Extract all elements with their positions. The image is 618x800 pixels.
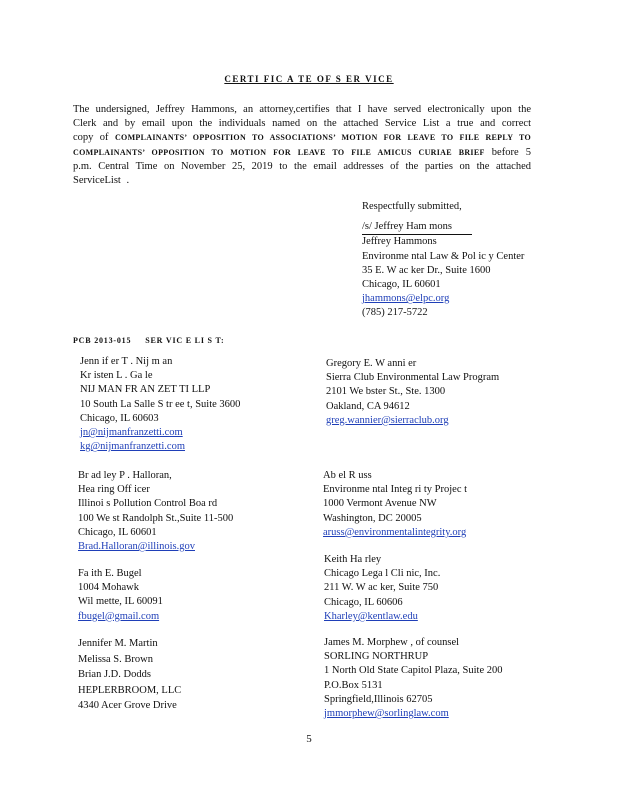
contact-line: Fa ith E. Bugel bbox=[78, 568, 142, 579]
closing: Respectfully submitted, bbox=[362, 201, 462, 212]
contact-line: Melissa S. Brown bbox=[78, 653, 153, 665]
service-list-label: SER VIC E LI S T: bbox=[145, 336, 225, 345]
case-number: PCB 2013-015 bbox=[73, 336, 132, 345]
contact-line: NIJ MAN FR AN ZET TI LLP bbox=[80, 384, 211, 396]
contact-russ bbox=[323, 469, 467, 540]
contact-line: Gregory E. W anni er bbox=[326, 358, 417, 369]
contact-halloran bbox=[78, 469, 233, 554]
contact-line: Sierra Club Environmental Law Program bbox=[326, 372, 500, 384]
contact-line: Wil mette, IL 60091 bbox=[78, 596, 163, 608]
contact-heplerbroom bbox=[78, 636, 181, 714]
signature-block bbox=[362, 200, 524, 321]
contact-line: 1000 Vermont Avenue NW bbox=[323, 498, 437, 510]
contact-bugel bbox=[78, 567, 163, 624]
contact-line: Brian J.D. Dodds bbox=[78, 669, 151, 680]
contact-line: Springfield,Illinois 62705 bbox=[324, 693, 433, 705]
email-link[interactable]: kg@nijmanfranzetti.com bbox=[80, 441, 186, 453]
contact-line: Hea ring Off icer bbox=[78, 484, 150, 496]
contact-line: HEPLERBROOM, LLC bbox=[78, 684, 182, 696]
signer-address: 35 E. W ac ker Dr., Suite 1600 bbox=[362, 264, 491, 276]
contact-line: Washington, DC 20005 bbox=[323, 512, 422, 524]
signer-phone: (785) 217-5722 bbox=[362, 307, 428, 319]
contact-line: 100 We st Randolph St.,Suite 11-500 bbox=[78, 512, 234, 524]
body-document-titles: COMPLAINANTS’ OPPOSITION TO ASSOCIATIONS’ MOTION FOR LEAVE TO FILE REPLY TO COMPLAINANTS’ OPPOSITION TO MOTION FOR LEAVE TO FILE AMICUS CURIAE BRIEF bbox=[73, 133, 531, 157]
contact-line: Kr isten L . Ga le bbox=[80, 370, 153, 382]
contact-line: Chicago, IL 60601 bbox=[78, 526, 157, 538]
contact-line: Jenn if er T . Nij m an bbox=[80, 356, 173, 367]
signer-city: Chicago, IL 60601 bbox=[362, 279, 441, 291]
service-list-heading bbox=[73, 336, 224, 345]
signer-name: Jeffrey Hammons bbox=[362, 236, 437, 248]
email-link[interactable]: aruss@environmentalintegrity.org bbox=[323, 526, 467, 538]
contact-harley bbox=[324, 553, 440, 624]
page-number: 5 bbox=[306, 733, 312, 745]
contact-line: James M. Morphew , of counsel bbox=[324, 637, 460, 648]
contact-line: 1004 Mohawk bbox=[78, 582, 139, 594]
signer-org: Environme ntal Law & Pol ic y Center bbox=[362, 250, 525, 262]
contact-line: SORLING NORTHRUP bbox=[324, 651, 429, 663]
email-link[interactable]: jn@nijmanfranzetti.com bbox=[80, 427, 183, 439]
contact-line: Chicago Lega l Cli nic, Inc. bbox=[324, 568, 441, 580]
email-link[interactable]: fbugel@gmail.com bbox=[78, 610, 160, 622]
certificate-body bbox=[73, 103, 531, 188]
contact-line: Chicago, IL 60603 bbox=[80, 412, 159, 424]
contact-line: Illinoi s Pollution Control Boa rd bbox=[78, 498, 218, 510]
email-link[interactable]: greg.wannier@sierraclub.org bbox=[326, 414, 449, 426]
email-link[interactable]: Kharley@kentlaw.edu bbox=[324, 610, 418, 622]
email-link[interactable]: jmmorphew@sorlinglaw.com bbox=[324, 708, 449, 720]
contact-line: 10 South La Salle S tr ee t, Suite 3600 bbox=[80, 398, 241, 410]
contact-nijman bbox=[80, 355, 240, 454]
body-text-2: before 5 p.m. Central Time on November 25, 2019 to the email addresses of the parties on the attached ServiceList . bbox=[73, 146, 531, 187]
contact-line: 2101 We bster St., Ste. 1300 bbox=[326, 386, 446, 398]
contact-line: Environme ntal Integ ri ty Projec t bbox=[323, 484, 468, 496]
contact-line: 4340 Acer Grove Drive bbox=[78, 700, 177, 711]
contact-line: 211 W. W ac ker, Suite 750 bbox=[324, 582, 439, 594]
contact-line: P.O.Box 5131 bbox=[324, 679, 383, 691]
electronic-signature: /s/ Jeffrey Ham mons bbox=[362, 220, 472, 235]
signer-email-link[interactable]: jhammons@elpc.org bbox=[362, 293, 450, 305]
contact-line: Chicago, IL 60606 bbox=[324, 596, 403, 608]
contact-line: Oakland, CA 94612 bbox=[326, 400, 410, 412]
contact-line: Keith Ha rley bbox=[324, 554, 382, 565]
contact-line: Jennifer M. Martin bbox=[78, 638, 158, 649]
email-link[interactable]: Brad.Halloran@illinois.gov bbox=[78, 541, 195, 553]
contact-line: Br ad ley P . Halloran, bbox=[78, 470, 172, 481]
contact-morphew bbox=[324, 636, 502, 721]
contact-line: 1 North Old State Capitol Plaza, Suite 200 bbox=[324, 665, 503, 677]
document-title: CERTI FIC A TE OF S ER VICE bbox=[224, 74, 394, 84]
body-text-1: The undersigned, Jeffrey Hammons, an attorney,certifies that I have served electronically upon the Clerk and by email upon the individuals named on the attached Service List a true and correct copy of bbox=[73, 104, 531, 144]
contact-line: Ab el R uss bbox=[323, 470, 372, 481]
contact-wannier bbox=[326, 357, 499, 428]
